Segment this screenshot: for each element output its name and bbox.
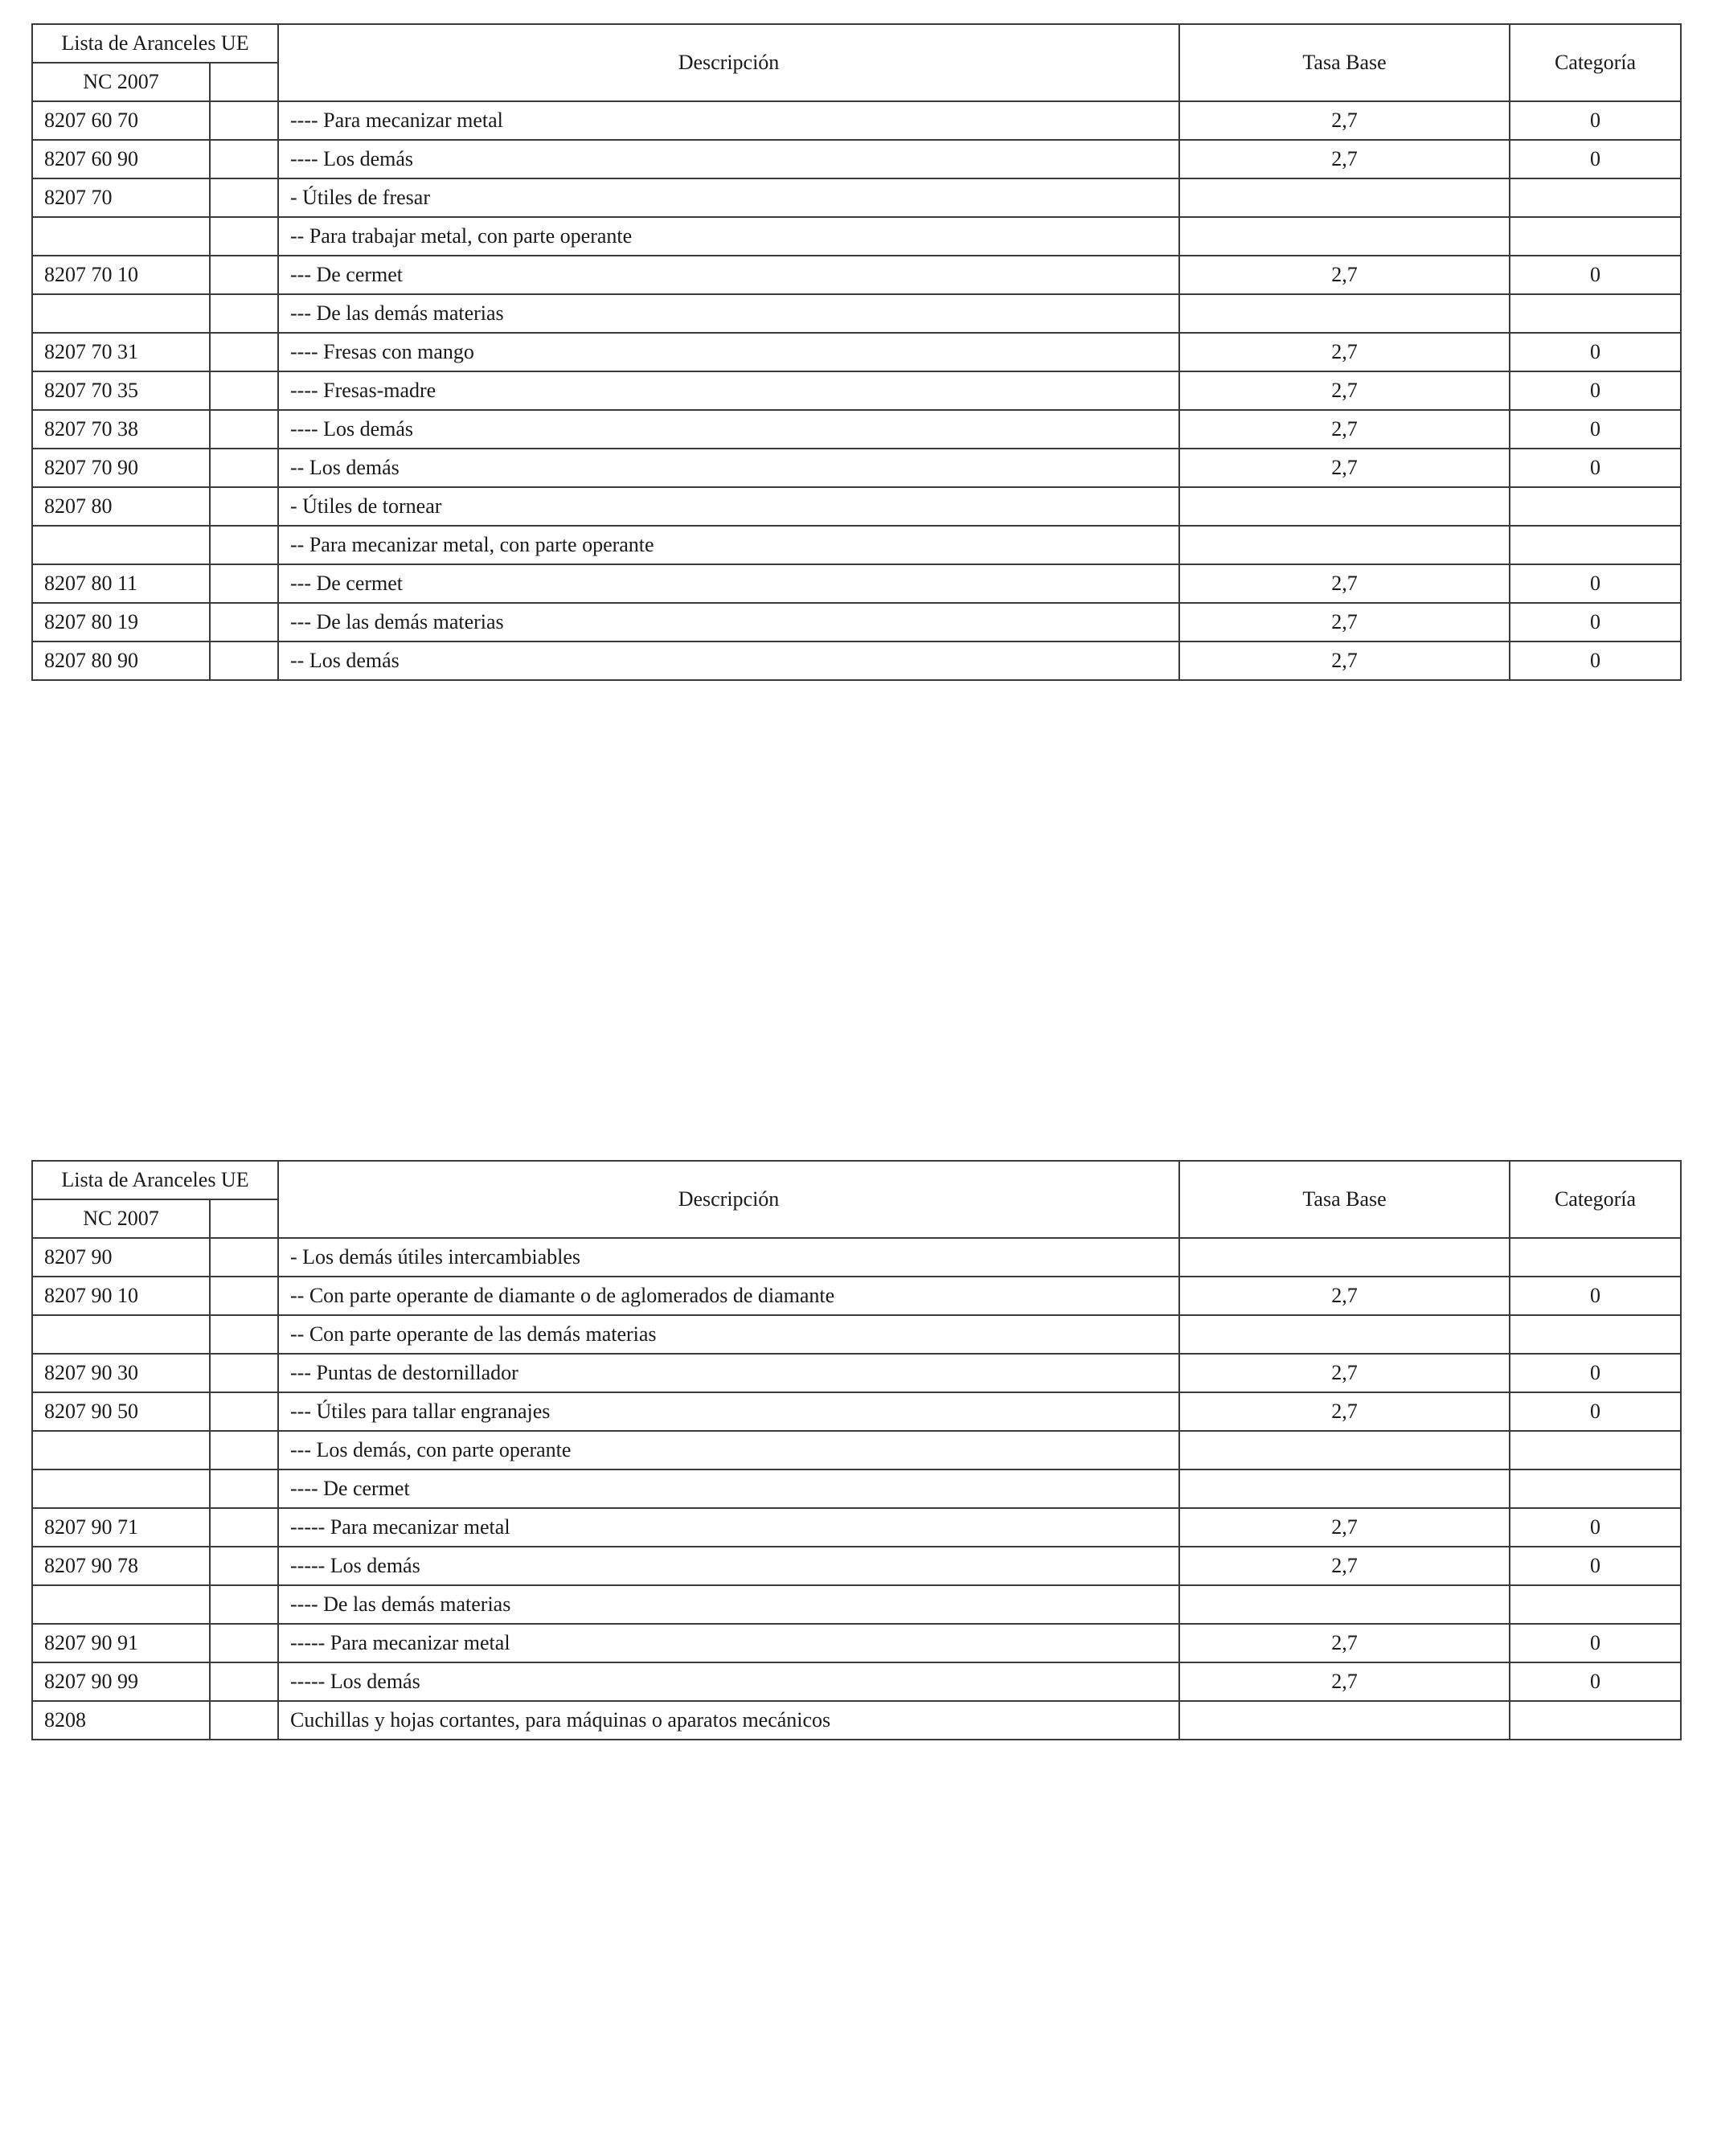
subcode-cell [210, 1624, 278, 1662]
description-cell: Cuchillas y hojas cortantes, para máquinas o aparatos mecánicos [278, 1701, 1179, 1740]
category-cell: 0 [1510, 101, 1681, 140]
description-cell: --- De cermet [278, 564, 1179, 603]
nc-header: NC 2007 [32, 1199, 210, 1238]
table-header [32, 1161, 1681, 1238]
category-cell [1510, 294, 1681, 333]
code-cell: 8207 80 19 [32, 603, 210, 641]
code-cell: 8207 90 91 [32, 1624, 210, 1662]
subcode-cell [210, 371, 278, 410]
table-row [32, 641, 1681, 680]
description-cell: --- Los demás, con parte operante [278, 1431, 1179, 1469]
table-row [32, 294, 1681, 333]
category-cell: 0 [1510, 1354, 1681, 1392]
base-rate-cell: 2,7 [1179, 603, 1510, 641]
tariff-table-1 [31, 23, 1682, 681]
subcode-cell [210, 1662, 278, 1701]
table-row [32, 1547, 1681, 1585]
subcode-cell [210, 1277, 278, 1315]
code-cell [32, 1585, 210, 1624]
description-cell: --- De las demás materias [278, 294, 1179, 333]
category-cell: 0 [1510, 410, 1681, 449]
category-cell: 0 [1510, 603, 1681, 641]
subcode-cell [210, 1238, 278, 1277]
code-cell: 8207 80 [32, 487, 210, 526]
category-cell [1510, 217, 1681, 256]
base-rate-cell: 2,7 [1179, 256, 1510, 294]
code-cell: 8207 60 70 [32, 101, 210, 140]
base-rate-cell: 2,7 [1179, 641, 1510, 680]
table-row [32, 449, 1681, 487]
category-cell [1510, 1238, 1681, 1277]
table-row [32, 1354, 1681, 1392]
table-row [32, 603, 1681, 641]
description-cell: - Útiles de tornear [278, 487, 1179, 526]
code-cell: 8207 70 31 [32, 333, 210, 371]
base-rate-cell [1179, 1701, 1510, 1740]
description-cell: ----- Los demás [278, 1662, 1179, 1701]
table-row [32, 333, 1681, 371]
table-row [32, 371, 1681, 410]
table-row [32, 1662, 1681, 1701]
code-cell [32, 217, 210, 256]
category-cell: 0 [1510, 1662, 1681, 1701]
description-cell: -- Para mecanizar metal, con parte operante [278, 526, 1179, 564]
subcode-cell [210, 256, 278, 294]
subcode-cell [210, 178, 278, 217]
description-cell: ---- Fresas con mango [278, 333, 1179, 371]
table-row [32, 101, 1681, 140]
table-row [32, 487, 1681, 526]
table-row [32, 1315, 1681, 1354]
base-rate-cell: 2,7 [1179, 1508, 1510, 1547]
category-cell: 0 [1510, 1392, 1681, 1431]
description-cell: ---- Los demás [278, 140, 1179, 178]
description-cell: --- De las demás materias [278, 603, 1179, 641]
category-cell: 0 [1510, 333, 1681, 371]
description-cell: -- Los demás [278, 641, 1179, 680]
subcode-cell [210, 1354, 278, 1392]
code-cell [32, 1315, 210, 1354]
description-cell: ---- De las demás materias [278, 1585, 1179, 1624]
subcode-cell [210, 1585, 278, 1624]
category-header: Categoría [1510, 1161, 1681, 1238]
base-rate-cell: 2,7 [1179, 1392, 1510, 1431]
base-rate-cell: 2,7 [1179, 101, 1510, 140]
description-header: Descripción [278, 24, 1179, 101]
subcode-cell [210, 603, 278, 641]
description-cell: --- Útiles para tallar engranajes [278, 1392, 1179, 1431]
base-rate-cell: 2,7 [1179, 140, 1510, 178]
code-cell: 8207 90 [32, 1238, 210, 1277]
subcode-cell [210, 1431, 278, 1469]
code-cell: 8207 90 78 [32, 1547, 210, 1585]
category-cell [1510, 178, 1681, 217]
code-cell [32, 1431, 210, 1469]
table-row [32, 1701, 1681, 1740]
table-body [32, 1238, 1681, 1740]
subcode-cell [210, 101, 278, 140]
subcode-cell [210, 641, 278, 680]
table-row [32, 140, 1681, 178]
category-cell [1510, 1585, 1681, 1624]
base-rate-cell [1179, 526, 1510, 564]
code-cell: 8207 80 11 [32, 564, 210, 603]
subcode-cell [210, 410, 278, 449]
category-cell [1510, 1701, 1681, 1740]
base-rate-cell [1179, 487, 1510, 526]
subcode-cell [210, 1701, 278, 1740]
description-cell: ---- De cermet [278, 1469, 1179, 1508]
description-cell: -- Con parte operante de las demás materias [278, 1315, 1179, 1354]
base-rate-cell [1179, 1585, 1510, 1624]
subcode-cell [210, 526, 278, 564]
base-rate-cell: 2,7 [1179, 1624, 1510, 1662]
code-cell: 8207 80 90 [32, 641, 210, 680]
subcode-cell [210, 1315, 278, 1354]
table-row [32, 1431, 1681, 1469]
category-cell [1510, 487, 1681, 526]
subcode-cell [210, 449, 278, 487]
description-cell: --- Puntas de destornillador [278, 1354, 1179, 1392]
tariff-table-2 [31, 1160, 1682, 1740]
table-row [32, 1469, 1681, 1508]
category-cell: 0 [1510, 140, 1681, 178]
table-body [32, 101, 1681, 680]
description-cell: ---- Los demás [278, 410, 1179, 449]
base-rate-cell: 2,7 [1179, 1662, 1510, 1701]
category-cell [1510, 1431, 1681, 1469]
subcode-cell [210, 564, 278, 603]
description-cell: ---- Fresas-madre [278, 371, 1179, 410]
code-cell: 8208 [32, 1701, 210, 1740]
table-row [32, 1585, 1681, 1624]
code-cell: 8207 70 90 [32, 449, 210, 487]
nc-header: NC 2007 [32, 63, 210, 101]
subcode-cell [210, 140, 278, 178]
table-row [32, 256, 1681, 294]
list-header: Lista de Aranceles UE [32, 1161, 278, 1199]
description-cell: --- De cermet [278, 256, 1179, 294]
list-header: Lista de Aranceles UE [32, 24, 278, 63]
base-rate-cell [1179, 1238, 1510, 1277]
subcode-cell [210, 333, 278, 371]
subcode-cell [210, 1392, 278, 1431]
category-cell: 0 [1510, 564, 1681, 603]
table-row [32, 1392, 1681, 1431]
nc-subheader-empty [210, 63, 278, 101]
table-row [32, 410, 1681, 449]
base-rate-cell: 2,7 [1179, 410, 1510, 449]
description-cell: -- Para trabajar metal, con parte operante [278, 217, 1179, 256]
code-cell: 8207 90 30 [32, 1354, 210, 1392]
subcode-cell [210, 1469, 278, 1508]
category-cell: 0 [1510, 641, 1681, 680]
base-rate-cell: 2,7 [1179, 371, 1510, 410]
description-cell: ----- Para mecanizar metal [278, 1508, 1179, 1547]
category-cell: 0 [1510, 449, 1681, 487]
category-cell: 0 [1510, 256, 1681, 294]
base-rate-cell: 2,7 [1179, 1547, 1510, 1585]
base-rate-cell: 2,7 [1179, 449, 1510, 487]
base-rate-cell [1179, 1469, 1510, 1508]
base-rate-cell [1179, 1315, 1510, 1354]
code-cell: 8207 70 10 [32, 256, 210, 294]
description-cell: ----- Para mecanizar metal [278, 1624, 1179, 1662]
category-cell: 0 [1510, 1624, 1681, 1662]
code-cell [32, 294, 210, 333]
code-cell: 8207 60 90 [32, 140, 210, 178]
base-rate-cell [1179, 294, 1510, 333]
subcode-cell [210, 1508, 278, 1547]
table-row [32, 526, 1681, 564]
base-rate-cell: 2,7 [1179, 1277, 1510, 1315]
table-row [32, 1238, 1681, 1277]
description-header: Descripción [278, 1161, 1179, 1238]
category-cell [1510, 526, 1681, 564]
base-rate-header: Tasa Base [1179, 24, 1510, 101]
table-row [32, 564, 1681, 603]
category-header: Categoría [1510, 24, 1681, 101]
category-cell: 0 [1510, 1547, 1681, 1585]
category-cell [1510, 1469, 1681, 1508]
table-row [32, 1624, 1681, 1662]
base-rate-cell [1179, 1431, 1510, 1469]
base-rate-cell: 2,7 [1179, 564, 1510, 603]
subcode-cell [210, 1547, 278, 1585]
category-cell: 0 [1510, 1508, 1681, 1547]
description-cell: - Los demás útiles intercambiables [278, 1238, 1179, 1277]
table-row [32, 1508, 1681, 1547]
subcode-cell [210, 217, 278, 256]
base-rate-cell: 2,7 [1179, 333, 1510, 371]
base-rate-cell [1179, 178, 1510, 217]
category-cell [1510, 1315, 1681, 1354]
code-cell: 8207 90 10 [32, 1277, 210, 1315]
base-rate-header: Tasa Base [1179, 1161, 1510, 1238]
code-cell: 8207 70 38 [32, 410, 210, 449]
code-cell [32, 1469, 210, 1508]
code-cell [32, 526, 210, 564]
table-header [32, 24, 1681, 101]
code-cell: 8207 70 35 [32, 371, 210, 410]
description-cell: -- Los demás [278, 449, 1179, 487]
description-cell: ---- Para mecanizar metal [278, 101, 1179, 140]
code-cell: 8207 70 [32, 178, 210, 217]
code-cell: 8207 90 99 [32, 1662, 210, 1701]
table-row [32, 1277, 1681, 1315]
category-cell: 0 [1510, 371, 1681, 410]
nc-subheader-empty [210, 1199, 278, 1238]
code-cell: 8207 90 50 [32, 1392, 210, 1431]
category-cell: 0 [1510, 1277, 1681, 1315]
code-cell: 8207 90 71 [32, 1508, 210, 1547]
base-rate-cell [1179, 217, 1510, 256]
description-cell: -- Con parte operante de diamante o de aglomerados de diamante [278, 1277, 1179, 1315]
subcode-cell [210, 487, 278, 526]
table-row [32, 217, 1681, 256]
table-row [32, 178, 1681, 217]
description-cell: ----- Los demás [278, 1547, 1179, 1585]
description-cell: - Útiles de fresar [278, 178, 1179, 217]
base-rate-cell: 2,7 [1179, 1354, 1510, 1392]
subcode-cell [210, 294, 278, 333]
